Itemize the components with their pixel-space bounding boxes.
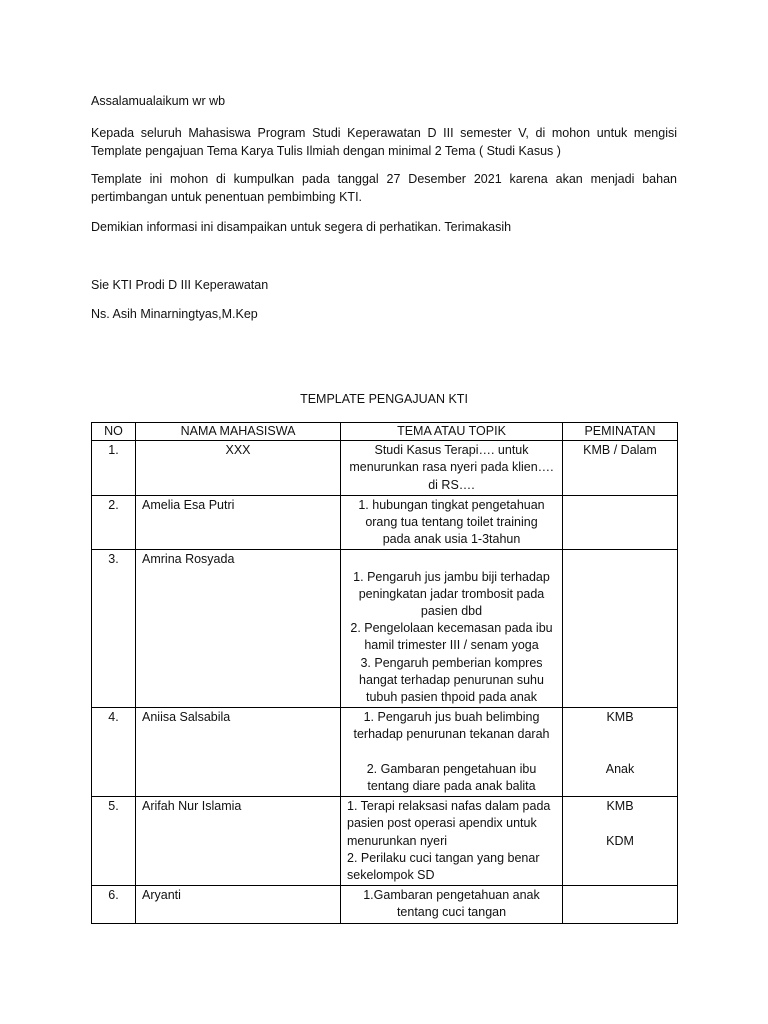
peminatan-line: KMB bbox=[606, 799, 634, 814]
table-row bbox=[92, 797, 678, 886]
table-row bbox=[92, 708, 678, 797]
kti-table bbox=[91, 422, 678, 924]
table-row bbox=[92, 495, 678, 550]
peminatan-line: Anak bbox=[605, 761, 635, 776]
header-tema: TEMA ATAU TOPIK bbox=[341, 423, 563, 441]
tema-line: pada anak usia 1-3tahun bbox=[382, 532, 521, 547]
row-name: Aniisa Salsabila bbox=[136, 708, 341, 797]
header-peminatan: PEMINATAN bbox=[563, 423, 678, 441]
greeting: Assalamualaikum wr wb bbox=[91, 94, 226, 108]
tema-line: tentang diare pada anak balita bbox=[367, 779, 536, 794]
row-name: XXX bbox=[136, 441, 341, 496]
peminatan-line: KMB bbox=[606, 710, 634, 725]
tema-line: tentang cuci tangan bbox=[396, 905, 507, 920]
tema-line: pasien dbd bbox=[420, 604, 483, 619]
row-no: 4. bbox=[92, 708, 136, 797]
tema-line: 3. Pengaruh pemberian kompres bbox=[360, 655, 543, 670]
tema-line: 1. Pengaruh jus buah belimbing bbox=[363, 710, 540, 725]
row-tema bbox=[341, 495, 563, 550]
tema-line: peningkatan jadar trombosit pada bbox=[358, 586, 545, 601]
row-tema bbox=[341, 886, 563, 923]
row-no: 6. bbox=[92, 886, 136, 923]
row-peminatan: KMB / Dalam bbox=[563, 441, 678, 496]
tema-line: Studi Kasus Terapi…. untuk bbox=[374, 443, 529, 458]
signature-name: Ns. Asih Minarningtyas,M.Kep bbox=[91, 307, 258, 321]
table-row bbox=[92, 441, 678, 496]
header-no: NO bbox=[92, 423, 136, 441]
tema-line: di RS…. bbox=[428, 477, 475, 492]
paragraph-deadline: Template ini mohon di kumpulkan pada tanggal 27 Desember 2021 karena akan menjadi bahan pertimbangan untuk penentuan pembimbing KTI. bbox=[91, 172, 677, 204]
table-row bbox=[92, 550, 678, 708]
tema-line: orang tua tentang toilet training bbox=[365, 515, 538, 530]
row-peminatan bbox=[563, 708, 678, 797]
row-name: Amrina Rosyada bbox=[136, 550, 341, 708]
header-nama: NAMA MAHASISWA bbox=[136, 423, 341, 441]
tema-line: hamil trimester III / senam yoga bbox=[364, 638, 539, 653]
tema-line: hangat terhadap penurunan suhu bbox=[359, 672, 544, 687]
table-header-row bbox=[92, 423, 678, 441]
row-no: 5. bbox=[92, 797, 136, 886]
row-peminatan bbox=[563, 495, 678, 550]
tema-line: 1. Pengaruh jus jambu biji terhadap bbox=[353, 569, 550, 584]
row-name: Aryanti bbox=[136, 886, 341, 923]
row-name: Amelia Esa Putri bbox=[136, 495, 341, 550]
row-tema bbox=[341, 441, 563, 496]
paragraph-closing: Demikian informasi ini disampaikan untuk segera di perhatikan. Terimakasih bbox=[91, 220, 512, 234]
tema-line: 1. Terapi relaksasi nafas dalam pada bbox=[347, 799, 551, 814]
peminatan-line: KDM bbox=[606, 833, 634, 848]
row-peminatan bbox=[563, 886, 678, 923]
signature-unit: Sie KTI Prodi D III Keperawatan bbox=[91, 278, 269, 292]
tema-line: menurunkan rasa nyeri pada klien…. bbox=[349, 460, 554, 475]
row-no: 2. bbox=[92, 495, 136, 550]
row-tema bbox=[341, 708, 563, 797]
table-row bbox=[92, 886, 678, 923]
row-peminatan bbox=[563, 550, 678, 708]
row-no: 3. bbox=[92, 550, 136, 708]
tema-line: menurunkan nyeri bbox=[347, 833, 448, 848]
tema-line: 2. Pengelolaan kecemasan pada ibu bbox=[350, 621, 553, 636]
tema-line: pasien post operasi apendix untuk bbox=[347, 816, 537, 831]
row-peminatan bbox=[563, 797, 678, 886]
tema-line: tubuh pasien thpoid pada anak bbox=[366, 690, 537, 705]
tema-line: sekelompok SD bbox=[347, 868, 435, 883]
tema-line: terhadap penurunan tekanan darah bbox=[353, 727, 550, 742]
table-title: TEMPLATE PENGAJUAN KTI bbox=[300, 392, 468, 406]
tema-line: 1.Gambaran pengetahuan anak bbox=[363, 888, 540, 903]
tema-line: 2. Gambaran pengetahuan ibu bbox=[366, 761, 537, 776]
row-tema bbox=[341, 550, 563, 708]
paragraph-instruction: Kepada seluruh Mahasiswa Program Studi Keperawatan D III semester V, di mohon untuk mengisi Template pengajuan Tema Karya Tulis Ilmiah dengan minimal 2 Tema ( Studi Kasus ) bbox=[91, 126, 677, 158]
row-name: Arifah Nur Islamia bbox=[136, 797, 341, 886]
tema-line: 2. Perilaku cuci tangan yang benar bbox=[347, 850, 540, 865]
tema-line: 1. hubungan tingkat pengetahuan bbox=[358, 497, 545, 512]
row-no: 1. bbox=[92, 441, 136, 496]
row-tema bbox=[341, 797, 563, 886]
